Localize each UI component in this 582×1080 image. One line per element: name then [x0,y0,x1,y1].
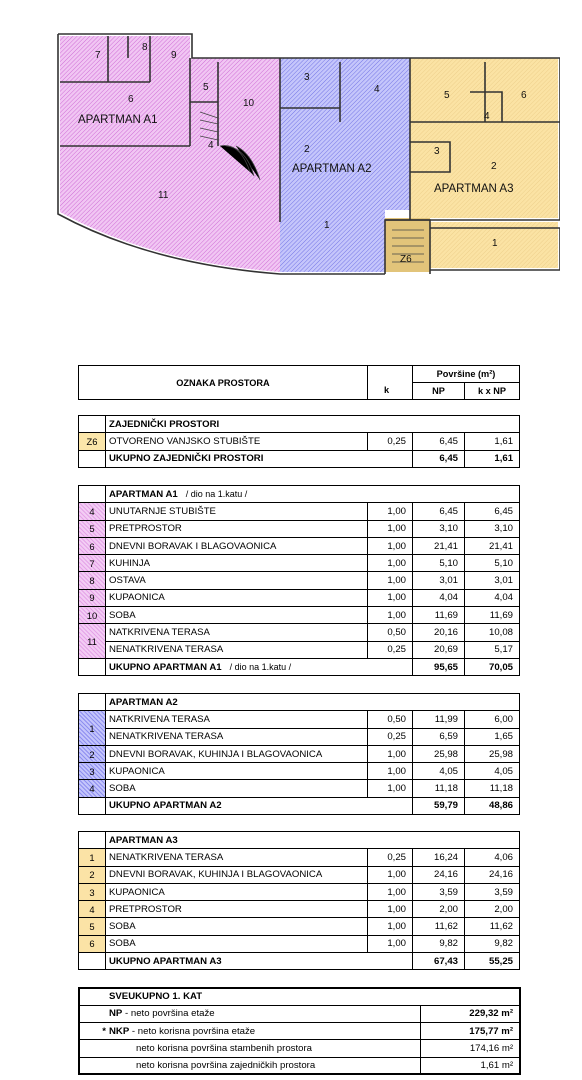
room-code: 3 [79,763,106,780]
plan-label: 3 [304,72,310,83]
room-name: KUPAONICA [106,883,368,900]
room-k: 1,00 [368,607,413,624]
room-knp: 3,59 [465,883,520,900]
room-k: 1,00 [368,935,413,952]
np-value: 229,32 m² [420,1005,520,1022]
total-label: UKUPNO APARTMAN A1 [109,661,222,673]
room-np: 25,98 [413,745,465,762]
room-knp: 6,45 [465,503,520,520]
header-label: OZNAKA PROSTORA [79,366,368,400]
room-np: 2,00 [413,901,465,918]
room-knp: 11,18 [465,780,520,797]
room-np: 11,62 [413,918,465,935]
table-row [79,780,520,797]
room-k: 0,25 [368,849,413,866]
plan-label: 3 [434,146,440,157]
room-np: 11,99 [413,711,465,728]
nkp-label: - neto korisna površina etaže [129,1025,256,1037]
room-np: 3,59 [413,883,465,900]
room-name: DNEVNI BORAVAK, KUHINJA I BLAGOVAONICA [106,866,368,883]
room-code: 4 [79,780,106,797]
nkp-star: * [102,1025,106,1037]
plan-label: 4 [374,84,380,95]
table-row [79,763,520,780]
plan-label: Z6 [400,254,412,265]
room-name: KUPAONICA [106,763,368,780]
floor-plan [40,22,560,284]
apartman-a2-table [78,693,520,815]
room-knp: 11,62 [465,918,520,935]
table-row [79,935,520,952]
room-knp: 24,16 [465,866,520,883]
room-np: 11,18 [413,780,465,797]
plan-label: APARTMAN A2 [292,163,372,175]
plan-label: 8 [142,42,148,53]
summary-title: SVEUKUPNO 1. KAT [106,988,520,1005]
room-name: SOBA [106,935,368,952]
room-knp: 10,08 [465,624,520,641]
stambeni-value: 174,16 m² [420,1040,520,1057]
table-row [79,711,520,728]
table-row [79,849,520,866]
nkp-abbr: NKP [109,1025,130,1037]
room-knp: 4,05 [465,763,520,780]
room-knp: 6,00 [465,711,520,728]
plan-label: APARTMAN A1 [78,114,158,126]
room-name: KUHINJA [106,555,368,572]
room-knp: 1,65 [465,728,520,745]
room-code: 10 [79,607,106,624]
section-title: APARTMAN A1 [109,488,178,500]
room-k: 1,00 [368,555,413,572]
room-code: 4 [79,503,106,520]
room-code: 6 [79,537,106,554]
total-knp: 1,61 [465,450,520,467]
summary-row [79,1057,520,1074]
room-np: 20,16 [413,624,465,641]
room-code: 1 [79,711,106,746]
plan-label: 5 [203,82,209,93]
room-name: OSTAVA [106,572,368,589]
room-name: DNEVNI BORAVAK I BLAGOVAONICA [106,537,368,554]
plan-label: 6 [128,94,134,105]
room-np: 20,69 [413,641,465,658]
room-np: 3,10 [413,520,465,537]
nkp-value: 175,77 m² [420,1023,520,1040]
room-k: 1,00 [368,866,413,883]
room-knp: 4,04 [465,589,520,606]
room-knp: 21,41 [465,537,520,554]
table-row [79,433,520,450]
room-np: 9,82 [413,935,465,952]
room-k: 1,00 [368,503,413,520]
room-np: 6,59 [413,728,465,745]
header-knp: k x NP [465,383,520,400]
room-knp: 4,06 [465,849,520,866]
room-np: 5,10 [413,555,465,572]
total-row [79,797,520,814]
room-name: PRETPROSTOR [106,901,368,918]
total-label: UKUPNO ZAJEDNIČKI PROSTORI [106,450,413,467]
plan-label: 4 [208,140,214,151]
room-name: UNUTARNJE STUBIŠTE [106,503,368,520]
total-np: 95,65 [413,658,465,675]
room-knp: 5,17 [465,641,520,658]
total-label: UKUPNO APARTMAN A2 [106,797,413,814]
room-k: 1,00 [368,918,413,935]
apartman-a3-table [78,831,520,970]
plan-label: 2 [491,161,497,172]
room-name: NENATKRIVENA TERASA [106,728,368,745]
room-k: 0,50 [368,624,413,641]
plan-label: 4 [484,111,490,122]
total-knp: 48,86 [465,797,520,814]
room-k: 1,00 [368,572,413,589]
plan-label: 1 [492,238,498,249]
room-name: NENATKRIVENA TERASA [106,849,368,866]
table-row [79,728,520,745]
room-knp: 2,00 [465,901,520,918]
room-name: SOBA [106,918,368,935]
room-code: 6 [79,935,106,952]
apartman-a1-table [78,485,520,676]
room-code: 11 [79,624,106,659]
total-np: 59,79 [413,797,465,814]
table-row [79,589,520,606]
room-code: 4 [79,901,106,918]
zajednicki-table [78,415,520,468]
header-np: NP [413,383,465,400]
room-knp: 1,61 [465,433,520,450]
room-code: 5 [79,520,106,537]
table-row [79,901,520,918]
room-np: 16,24 [413,849,465,866]
section-title: APARTMAN A2 [106,694,520,711]
plan-label: 9 [171,50,177,61]
total-row [79,953,520,970]
room-np: 24,16 [413,866,465,883]
room-name: SOBA [106,607,368,624]
room-name: SOBA [106,780,368,797]
np-abbr: NP [109,1008,123,1020]
plan-label: APARTMAN A3 [434,183,514,195]
table-row [79,555,520,572]
total-label: UKUPNO APARTMAN A3 [106,953,413,970]
room-code: 7 [79,555,106,572]
plan-label: 2 [304,144,310,155]
room-knp: 25,98 [465,745,520,762]
room-k: 0,25 [368,641,413,658]
room-k: 1,00 [368,763,413,780]
table-row [79,745,520,762]
total-np: 6,45 [413,450,465,467]
table-row [79,624,520,641]
total-np: 67,43 [413,953,465,970]
room-k: 0,25 [368,728,413,745]
room-name: NENATKRIVENA TERASA [106,641,368,658]
room-knp: 3,01 [465,572,520,589]
room-name: OTVORENO VANJSKO STUBIŠTE [106,433,368,450]
zajednicki-label: neto korisna površina zajedničkih prostora [106,1057,420,1074]
header-povrsine: Površine (m²) [413,366,520,383]
section-title: APARTMAN A3 [106,832,520,849]
room-np: 4,05 [413,763,465,780]
zajednicki-value: 1,61 m² [420,1057,520,1074]
room-name: DNEVNI BORAVAK, KUHINJA I BLAGOVAONICA [106,745,368,762]
room-code: Z6 [79,433,106,450]
section-note: / dio na 1.katu / [185,488,248,499]
room-knp: 11,69 [465,607,520,624]
plan-label: 5 [444,90,450,101]
summary-row [79,1040,520,1057]
plan-label: 1 [324,220,330,231]
room-code: 2 [79,745,106,762]
room-knp: 5,10 [465,555,520,572]
total-row [79,658,520,675]
room-k: 1,00 [368,589,413,606]
room-k: 1,00 [368,901,413,918]
header-table [78,365,520,400]
table-row [79,607,520,624]
room-code: 2 [79,866,106,883]
apartment-a3-zone [385,58,558,272]
summary-table [78,987,521,1075]
room-k: 0,25 [368,433,413,450]
room-name: NATKRIVENA TERASA [106,711,368,728]
apartment-a1-zone [60,36,280,272]
room-k: 1,00 [368,520,413,537]
room-name: PRETPROSTOR [106,520,368,537]
table-row [79,520,520,537]
room-name: NATKRIVENA TERASA [106,624,368,641]
table-row [79,641,520,658]
stambeni-label: neto korisna površina stambenih prostora [106,1040,420,1057]
section-title: ZAJEDNIČKI PROSTORI [106,416,520,433]
room-code: 5 [79,918,106,935]
room-knp: 9,82 [465,935,520,952]
total-note: / dio na 1.katu / [229,661,292,672]
room-code: 1 [79,849,106,866]
plan-label: 10 [243,98,255,109]
total-row [79,450,520,467]
np-label: - neto površina etaže [122,1008,215,1020]
room-k: 1,00 [368,780,413,797]
room-np: 6,45 [413,433,465,450]
room-knp: 3,10 [465,520,520,537]
room-k: 1,00 [368,883,413,900]
table-row [79,503,520,520]
room-np: 3,01 [413,572,465,589]
room-code: 9 [79,589,106,606]
summary-row [79,1005,520,1022]
room-k: 0,50 [368,711,413,728]
table-row [79,883,520,900]
table-row [79,918,520,935]
header-k: k [384,385,390,395]
plan-label: 6 [521,90,527,101]
room-k: 1,00 [368,745,413,762]
room-np: 6,45 [413,503,465,520]
total-knp: 70,05 [465,658,520,675]
table-row [79,572,520,589]
room-name: KUPAONICA [106,589,368,606]
table-row [79,866,520,883]
total-knp: 55,25 [465,953,520,970]
room-np: 4,04 [413,589,465,606]
room-code: 8 [79,572,106,589]
table-row [79,537,520,554]
room-np: 21,41 [413,537,465,554]
room-code: 3 [79,883,106,900]
plan-label: 11 [158,190,169,201]
room-np: 11,69 [413,607,465,624]
summary-row [79,1023,520,1040]
plan-label: 7 [95,50,101,61]
room-k: 1,00 [368,537,413,554]
